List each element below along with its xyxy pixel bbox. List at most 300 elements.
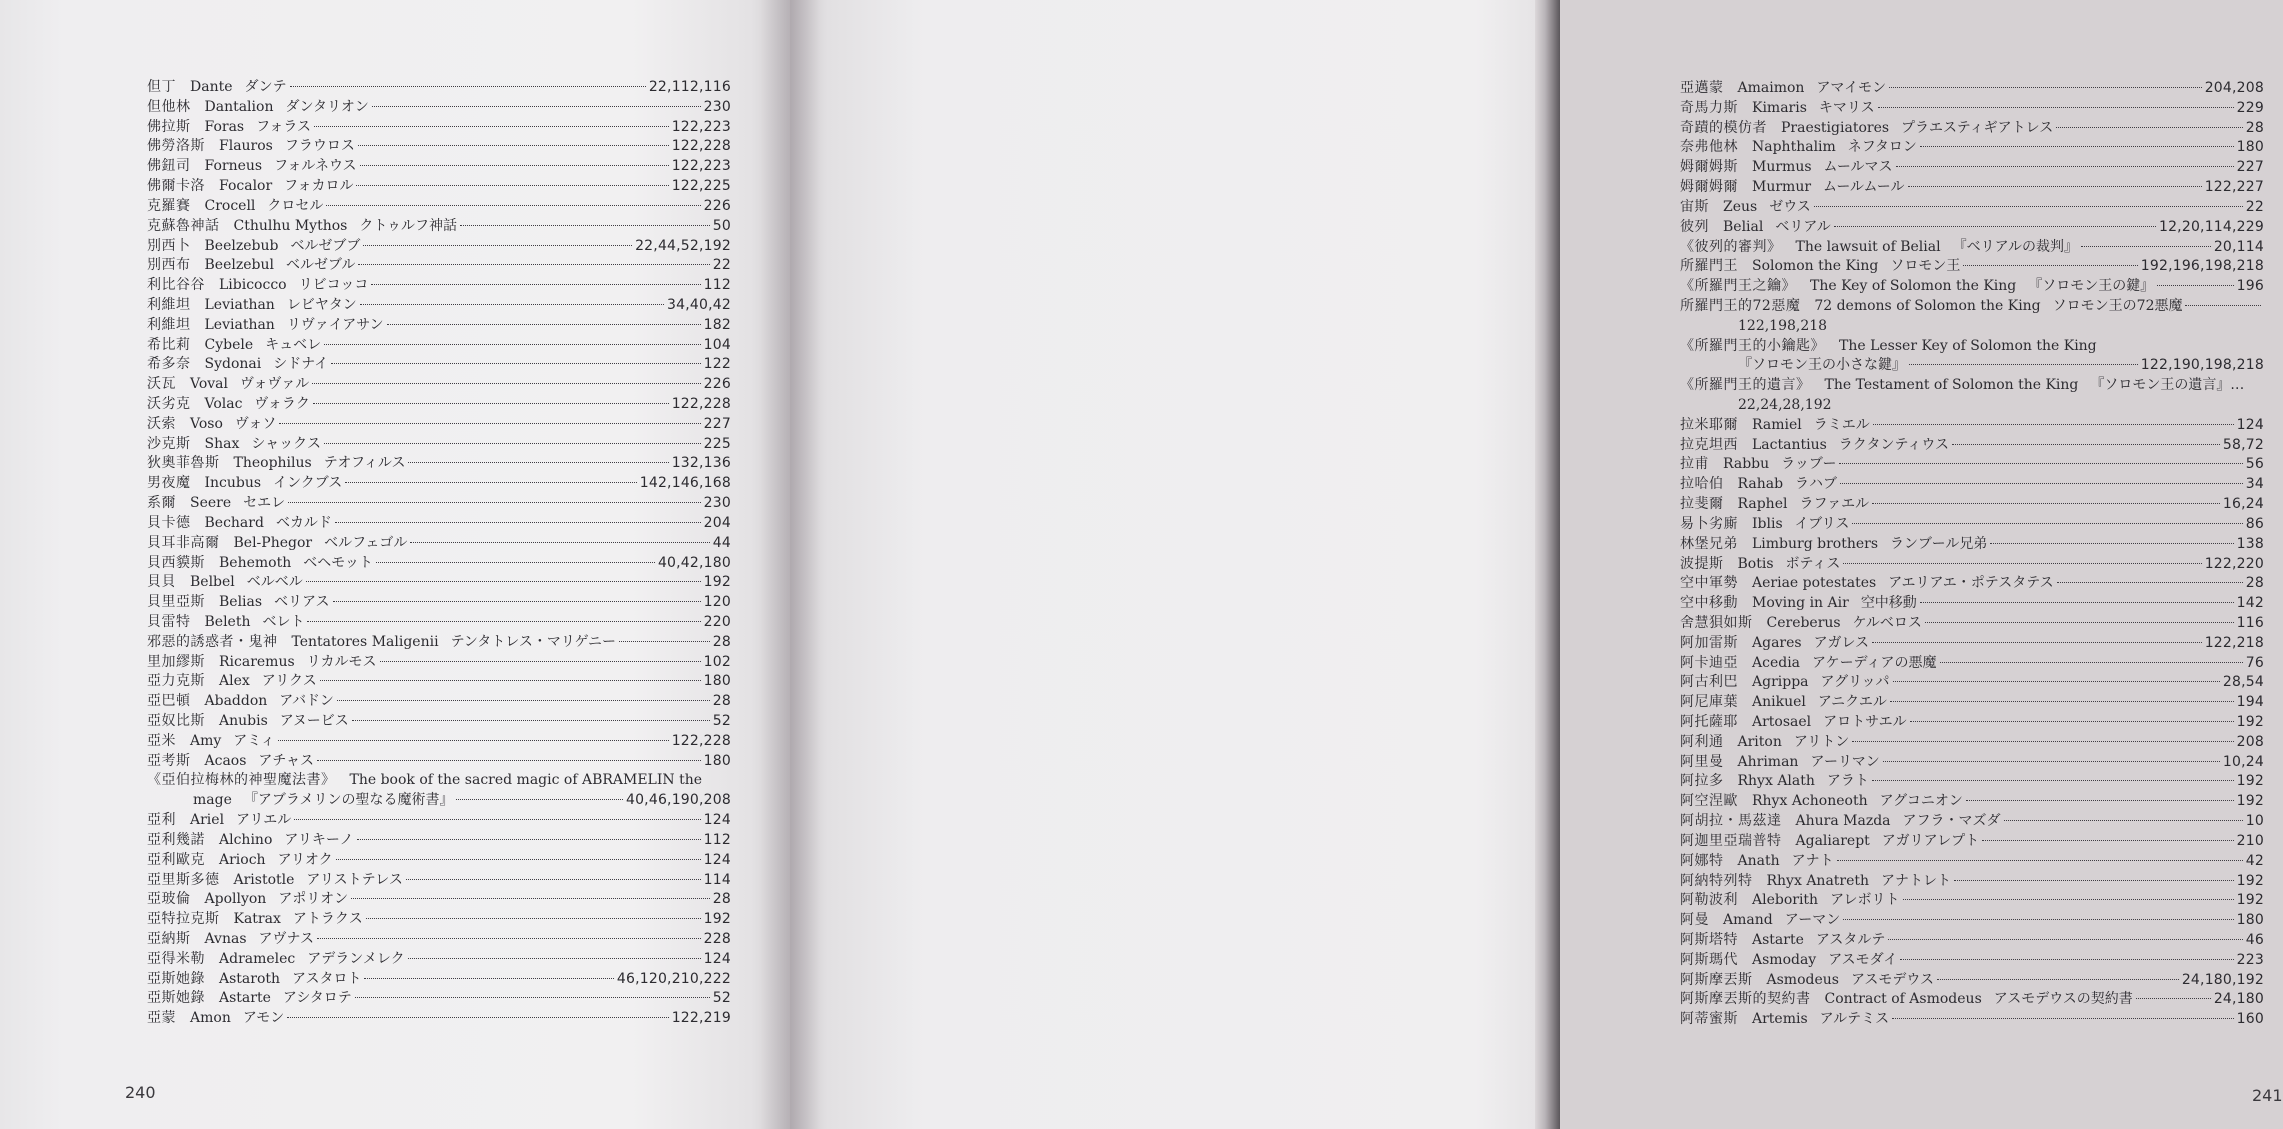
term-chinese: 亞納斯 (147, 930, 191, 947)
term-english: Anath (1737, 852, 1780, 869)
term-japanese: ベルベル (246, 574, 303, 591)
index-entry (147, 78, 731, 98)
index-entry (147, 237, 731, 257)
term-japanese: シャックス (251, 435, 321, 452)
term-chinese: 阿勒波利 (1680, 892, 1738, 909)
index-entry (147, 454, 731, 474)
page-references: 40,46,190,208 (625, 792, 731, 809)
term-english: Murmus (1752, 159, 1812, 176)
dot-leader (363, 245, 632, 246)
term-english: Acedia (1752, 654, 1801, 671)
dot-leader (2136, 998, 2211, 999)
page-references: 192 (2236, 892, 2264, 909)
dot-leader (1883, 761, 2220, 762)
page-references: 42 (2245, 852, 2264, 869)
term-chinese: 佛鈕司 (147, 158, 191, 175)
term-english: Cereberus (1766, 614, 1841, 631)
index-entry (147, 256, 731, 276)
term-chinese: 利維坦 (147, 316, 191, 333)
term-japanese: アニクエル (1817, 694, 1887, 711)
index-entry (147, 355, 731, 375)
index-entry (1680, 753, 2264, 773)
term-chinese: 利比谷谷 (147, 277, 205, 294)
index-entry (147, 197, 731, 217)
term-chinese: 沙克斯 (147, 435, 191, 452)
right-page (790, 0, 2283, 1129)
dot-leader (358, 264, 709, 265)
page-references: 122,225 (671, 178, 731, 195)
index-entry (147, 157, 731, 177)
dot-leader (278, 740, 669, 741)
term-japanese: アグリッパ (1820, 674, 1890, 691)
term-japanese: リカルモス (306, 653, 377, 670)
page-references: 116 (2236, 614, 2264, 631)
term-english: Agares (1752, 634, 1802, 651)
term-english: Ariton (1737, 733, 1782, 750)
term-japanese: イブリス (1794, 515, 1850, 532)
term-chinese: 空中軍勢 (1680, 575, 1738, 592)
dot-leader (326, 205, 700, 206)
term-english: Rahab (1737, 476, 1784, 493)
index-entry (147, 1009, 731, 1029)
term-english: Rhyx Alath (1737, 773, 1815, 790)
term-chinese: 阿斯塔特 (1680, 931, 1738, 948)
index-column-right (1680, 79, 2264, 1030)
term-chinese: 奇蹟的模仿者 (1680, 119, 1767, 136)
term-english: Aeriae potestates (1752, 575, 1877, 592)
term-japanese: アヌービス (279, 713, 349, 729)
page-references: 192 (703, 574, 731, 591)
page-number-left: 240 (125, 1083, 156, 1102)
term-chinese: 易卜劣廝 (1680, 515, 1738, 532)
term-japanese: ラファエル (1799, 496, 1870, 513)
term-japanese: 122,198,218 (1738, 317, 1828, 334)
index-entry (1680, 832, 2264, 852)
term-english: Alex (219, 673, 250, 690)
index-entry (1680, 416, 2264, 436)
index-entry (1680, 693, 2264, 713)
index-entry (1680, 1010, 2264, 1030)
index-entry (1680, 673, 2264, 693)
page-references: 196 (2236, 278, 2264, 295)
dot-leader (2057, 582, 2243, 583)
page-references: 122,220 (2204, 555, 2264, 572)
term-english: The Lesser Key of Solomon the King (1839, 337, 2097, 354)
term-english: Katrax (233, 911, 281, 928)
page-references: 22 (2245, 198, 2264, 215)
term-english: Dante (190, 79, 233, 95)
term-chinese: 亞米 (147, 732, 176, 749)
dot-leader (1940, 662, 2243, 663)
index-entry (147, 118, 731, 138)
term-japanese: ムールムール (1823, 179, 1905, 196)
term-japanese: ラハブ (1795, 476, 1838, 493)
term-japanese: ラクタンティウス (1838, 436, 1949, 453)
term-japanese: アポリオン (278, 891, 349, 908)
term-chinese: 所羅門王的72惡魔 (1680, 297, 1801, 314)
page-number-right: 241 (2252, 1086, 2283, 1105)
term-english: Astarte (1752, 931, 1804, 948)
term-japanese: 22,24,28,192 (1738, 397, 1832, 413)
term-chinese: 《所羅門王的遺言》 (1680, 377, 1811, 394)
term-chinese: 宙斯 (1680, 198, 1709, 215)
dot-leader (317, 760, 701, 761)
dot-leader (345, 482, 636, 483)
index-entry (1680, 931, 2264, 951)
term-chinese: 《亞伯拉梅林的神聖魔法書》 (147, 772, 336, 789)
term-japanese: アガリアレプト (1881, 832, 1980, 849)
term-english: mage (193, 792, 232, 809)
term-japanese: アリトン (1793, 733, 1850, 750)
term-japanese: アリクス (261, 673, 317, 690)
page-references: 22,112,116 (648, 79, 731, 95)
page-references: 124 (703, 851, 731, 868)
term-chinese: 波提斯 (1680, 555, 1724, 572)
dot-leader (2004, 820, 2243, 821)
term-chinese: 姆爾姆爾 (1680, 179, 1738, 196)
page-references: 24,180,192 (2181, 971, 2264, 988)
page-references: 142,146,168 (639, 475, 731, 492)
term-english: Artemis (1752, 1011, 1808, 1028)
term-japanese: ベリアル (1775, 218, 1831, 235)
term-japanese: 空中移動 (1860, 595, 1917, 612)
term-chinese: 狄奧菲魯斯 (147, 455, 220, 472)
term-english: Lactantius (1752, 436, 1827, 453)
term-japanese: 『ソロモン王の鍵』 (2028, 278, 2155, 295)
term-english: Murmur (1752, 179, 1812, 196)
index-entry (147, 791, 731, 811)
term-chinese: 亞利歐克 (147, 851, 205, 868)
term-japanese: 『ベリアルの裁判』 (1952, 238, 2079, 255)
term-chinese: 阿拉多 (1680, 773, 1724, 790)
page-edge (1535, 0, 1560, 1129)
dot-leader (2081, 246, 2211, 247)
term-chinese: 舍慧狽如斯 (1680, 614, 1753, 631)
term-english: Flauros (219, 138, 273, 155)
page-references: 182 (703, 316, 731, 333)
page-references: 192 (2236, 714, 2264, 730)
dot-leader (360, 165, 669, 166)
dot-leader (371, 284, 700, 285)
term-japanese: リヴァイアサン (286, 316, 384, 333)
term-chinese: 亞奴比斯 (147, 713, 205, 729)
term-english: Asmodeus (1766, 971, 1839, 988)
index-entry (147, 890, 731, 910)
index-entry (147, 851, 731, 871)
dot-leader (356, 185, 668, 186)
term-english: Voval (190, 376, 228, 393)
term-english: Asmoday (1752, 951, 1817, 968)
page-references: 102 (703, 653, 731, 670)
index-entry (147, 712, 731, 732)
page-references: 192 (703, 911, 731, 928)
term-english: Avnas (204, 930, 247, 947)
term-english: Shax (204, 435, 240, 452)
dot-leader (1903, 899, 2234, 900)
term-japanese: アスモデウスの契約書 (1993, 991, 2133, 1008)
term-chinese: 阿胡拉・馬茲達 (1680, 813, 1782, 830)
index-entry (1680, 297, 2264, 317)
index-entry (1680, 455, 2264, 475)
term-english: The Testament of Solomon the King (1824, 377, 2079, 394)
dot-leader (357, 839, 701, 840)
page-references: 230 (703, 495, 731, 512)
dot-leader (1890, 701, 2234, 702)
term-english: Aleborith (1752, 892, 1819, 909)
term-english: Agrippa (1752, 674, 1809, 691)
term-english: Ahura Mazda (1795, 813, 1891, 830)
term-japanese: ヴォソ (234, 415, 277, 432)
dot-leader (1843, 919, 2233, 920)
term-japanese: アトラクス (292, 911, 363, 928)
dot-leader (1840, 483, 2243, 484)
term-english: Cthulhu Mythos (233, 217, 348, 234)
term-japanese: アナト (1791, 852, 1834, 869)
term-english: Bechard (204, 514, 264, 531)
page-references: 10 (2245, 813, 2264, 830)
index-entry (147, 336, 731, 356)
term-japanese: アーマン (1784, 912, 1841, 929)
index-entry (147, 831, 731, 851)
dot-leader (1966, 800, 2234, 801)
dot-leader (1893, 681, 2220, 682)
term-chinese: 亞力克斯 (147, 673, 205, 690)
term-chinese: 沃劣克 (147, 396, 191, 412)
page-references: 160 (2236, 1011, 2264, 1028)
term-japanese: シドナイ (273, 356, 329, 373)
term-english: Astarte (219, 990, 271, 1007)
term-english: Belial (1723, 218, 1764, 235)
dot-leader (1990, 543, 2233, 544)
dot-leader (279, 423, 700, 424)
index-entry (147, 771, 731, 791)
dot-leader (387, 324, 701, 325)
term-chinese: 阿空涅歐 (1680, 793, 1738, 810)
index-entry (147, 177, 731, 197)
dot-leader (1834, 226, 2156, 227)
index-entry (1680, 951, 2264, 971)
index-entry (1680, 138, 2264, 158)
term-japanese: アデランメレク (307, 950, 405, 967)
index-entry (1680, 614, 2264, 634)
page-references: 124 (703, 812, 731, 829)
dot-leader (2056, 127, 2243, 128)
term-japanese: ベルフェゴル (324, 534, 408, 551)
term-japanese: 『アブラメリンの聖なる魔術書』 (243, 792, 454, 809)
index-entry (147, 217, 731, 237)
index-entry (147, 415, 731, 435)
page-references: 12,20,114,229 (2158, 218, 2264, 235)
dot-leader (1910, 721, 2234, 722)
dot-leader (2185, 305, 2261, 306)
term-japanese: ヴォヴァル (240, 376, 310, 393)
index-entry (1680, 594, 2264, 614)
term-chinese: 別西卜 (147, 237, 191, 254)
term-japanese: キュベレ (265, 336, 322, 353)
index-entry (1680, 79, 2264, 99)
index-entry (1680, 713, 2264, 733)
term-japanese: ベルゼブブ (290, 237, 361, 254)
term-japanese: ヴォラク (254, 396, 310, 412)
dot-leader (307, 621, 700, 622)
index-entry (1680, 495, 2264, 515)
term-english: Tentatores Maligenii (291, 633, 439, 650)
term-chinese: 佛爾卡洛 (147, 178, 205, 195)
term-english: Anikuel (1752, 694, 1806, 711)
dot-leader (1909, 364, 2138, 365)
term-chinese: 亞斯她錄 (147, 990, 205, 1007)
index-entry (1680, 772, 2264, 792)
term-japanese: アスタロト (292, 970, 362, 987)
term-english: Belias (219, 594, 263, 611)
index-entry (1680, 911, 2264, 931)
term-english: Alchino (219, 831, 273, 848)
term-chinese: 亞斯她錄 (147, 970, 205, 987)
page-references: 122,219 (671, 1010, 731, 1027)
term-japanese: アスタルテ (1815, 931, 1886, 948)
term-english: Sydonai (204, 356, 262, 373)
index-entry (1680, 555, 2264, 575)
term-japanese: ベリアス (274, 594, 330, 611)
page-references: 192 (2236, 872, 2264, 889)
term-english: Artosael (1752, 714, 1812, 730)
dot-leader (1889, 87, 2202, 88)
dot-leader (1900, 959, 2233, 960)
term-chinese: 拉哈伯 (1680, 476, 1724, 493)
term-english: Leviathan (204, 316, 275, 333)
page-references: 104 (703, 336, 731, 353)
index-entry (1680, 733, 2264, 753)
dot-leader (366, 918, 701, 919)
index-entry (1680, 337, 2264, 357)
term-japanese: ソロモン王 (1890, 258, 1961, 275)
page-references: 52 (712, 713, 731, 729)
page-references: 220 (703, 613, 731, 630)
dot-leader (360, 304, 664, 305)
term-english: Solomon the King (1752, 258, 1879, 275)
term-chinese: 拉斐爾 (1680, 496, 1724, 513)
term-japanese: テンタトレス・マリゲニー (450, 633, 617, 650)
dot-leader (358, 145, 669, 146)
page-references: 230 (703, 98, 731, 115)
term-chinese: 克蘇魯神話 (147, 217, 220, 234)
term-english: The lawsuit of Belial (1795, 238, 1941, 255)
term-english: Rabbu (1723, 456, 1770, 473)
index-entry (147, 653, 731, 673)
page-references: 227 (2236, 159, 2264, 176)
page-references: 122,218 (2204, 634, 2264, 651)
dot-leader (380, 661, 701, 662)
index-entry (147, 375, 731, 395)
dot-leader (1937, 979, 2179, 980)
index-entry (147, 573, 731, 593)
term-japanese: フォルネウス (274, 158, 357, 175)
dot-leader (312, 383, 700, 384)
term-english: Incubus (204, 475, 262, 492)
term-english: Adramelec (219, 950, 296, 967)
term-japanese: アリストテレス (306, 871, 403, 888)
page-references: 192,196,198,218 (2140, 258, 2264, 275)
term-chinese: 亞里斯多德 (147, 871, 220, 888)
index-entry (1680, 891, 2264, 911)
term-chinese: 阿卡迪亞 (1680, 654, 1738, 671)
index-entry (1680, 792, 2264, 812)
term-chinese: 阿迦里亞瑞普特 (1680, 832, 1782, 849)
page-references: 22,44,52,192 (635, 237, 731, 254)
term-chinese: 但丁 (147, 79, 176, 95)
term-chinese: 利維坦 (147, 296, 191, 313)
term-chinese: 別西布 (147, 257, 191, 274)
dot-leader (313, 403, 669, 404)
dot-leader (1839, 463, 2242, 464)
term-japanese: アリキーノ (284, 831, 354, 848)
dot-leader (331, 363, 700, 364)
index-entry (1680, 515, 2264, 535)
term-chinese: 男夜魔 (147, 475, 191, 492)
term-japanese: 『ソロモン王の遺言』 (2090, 377, 2231, 394)
page-references: 34 (2245, 476, 2264, 493)
dot-leader (1843, 563, 2201, 564)
term-chinese: 克羅賽 (147, 197, 191, 214)
term-japanese: アミィ (233, 732, 275, 749)
term-chinese: 邪惡的誘惑者・鬼神 (147, 633, 278, 650)
term-japanese: アシタロテ (282, 990, 352, 1007)
index-entry (1680, 396, 2264, 416)
term-chinese: 拉克坦西 (1680, 436, 1738, 453)
term-chinese: 拉米耶爾 (1680, 416, 1738, 433)
dot-leader (333, 601, 701, 602)
term-japanese: ラッブー (1781, 456, 1837, 473)
index-entry (1680, 852, 2264, 872)
dot-leader (456, 799, 623, 800)
term-japanese: ソロモン王の72悪魔 (2052, 297, 2183, 314)
term-japanese: アスモダイ (1828, 951, 1898, 968)
index-entry (147, 989, 731, 1009)
dot-leader (324, 443, 701, 444)
term-chinese: 希多奈 (147, 356, 191, 373)
page-references: 28,54 (2222, 674, 2264, 691)
index-entry (147, 692, 731, 712)
term-english: Foras (204, 118, 245, 135)
index-entry (147, 494, 731, 514)
term-japanese: アスモデウス (1850, 971, 1934, 988)
term-chinese: 亞蒙 (147, 1010, 176, 1027)
term-japanese: フォラス (256, 118, 311, 135)
dot-leader (1852, 523, 2242, 524)
term-chinese: 貝西貘斯 (147, 554, 205, 571)
term-japanese: ベルゼブル (285, 257, 356, 274)
term-english: Abaddon (204, 693, 268, 710)
term-japanese: ボティス (1785, 555, 1841, 572)
dot-leader (306, 581, 701, 582)
page-references: 192 (2236, 773, 2264, 790)
page-references: 223 (2236, 951, 2264, 968)
term-chinese: 阿納特列特 (1680, 872, 1753, 889)
index-entry (147, 395, 731, 415)
page-references: 180 (703, 752, 731, 769)
dot-leader (1892, 1018, 2234, 1019)
term-english: Volac (204, 396, 243, 412)
index-entry (1680, 99, 2264, 119)
index-entry (147, 296, 731, 316)
page-references: 122,228 (671, 138, 731, 155)
term-japanese: アバドン (279, 693, 334, 710)
index-entry (147, 534, 731, 554)
page-references: 122 (703, 356, 731, 373)
term-chinese: 彼列 (1680, 218, 1709, 235)
dot-leader (1873, 424, 2234, 425)
index-entry (147, 633, 731, 653)
